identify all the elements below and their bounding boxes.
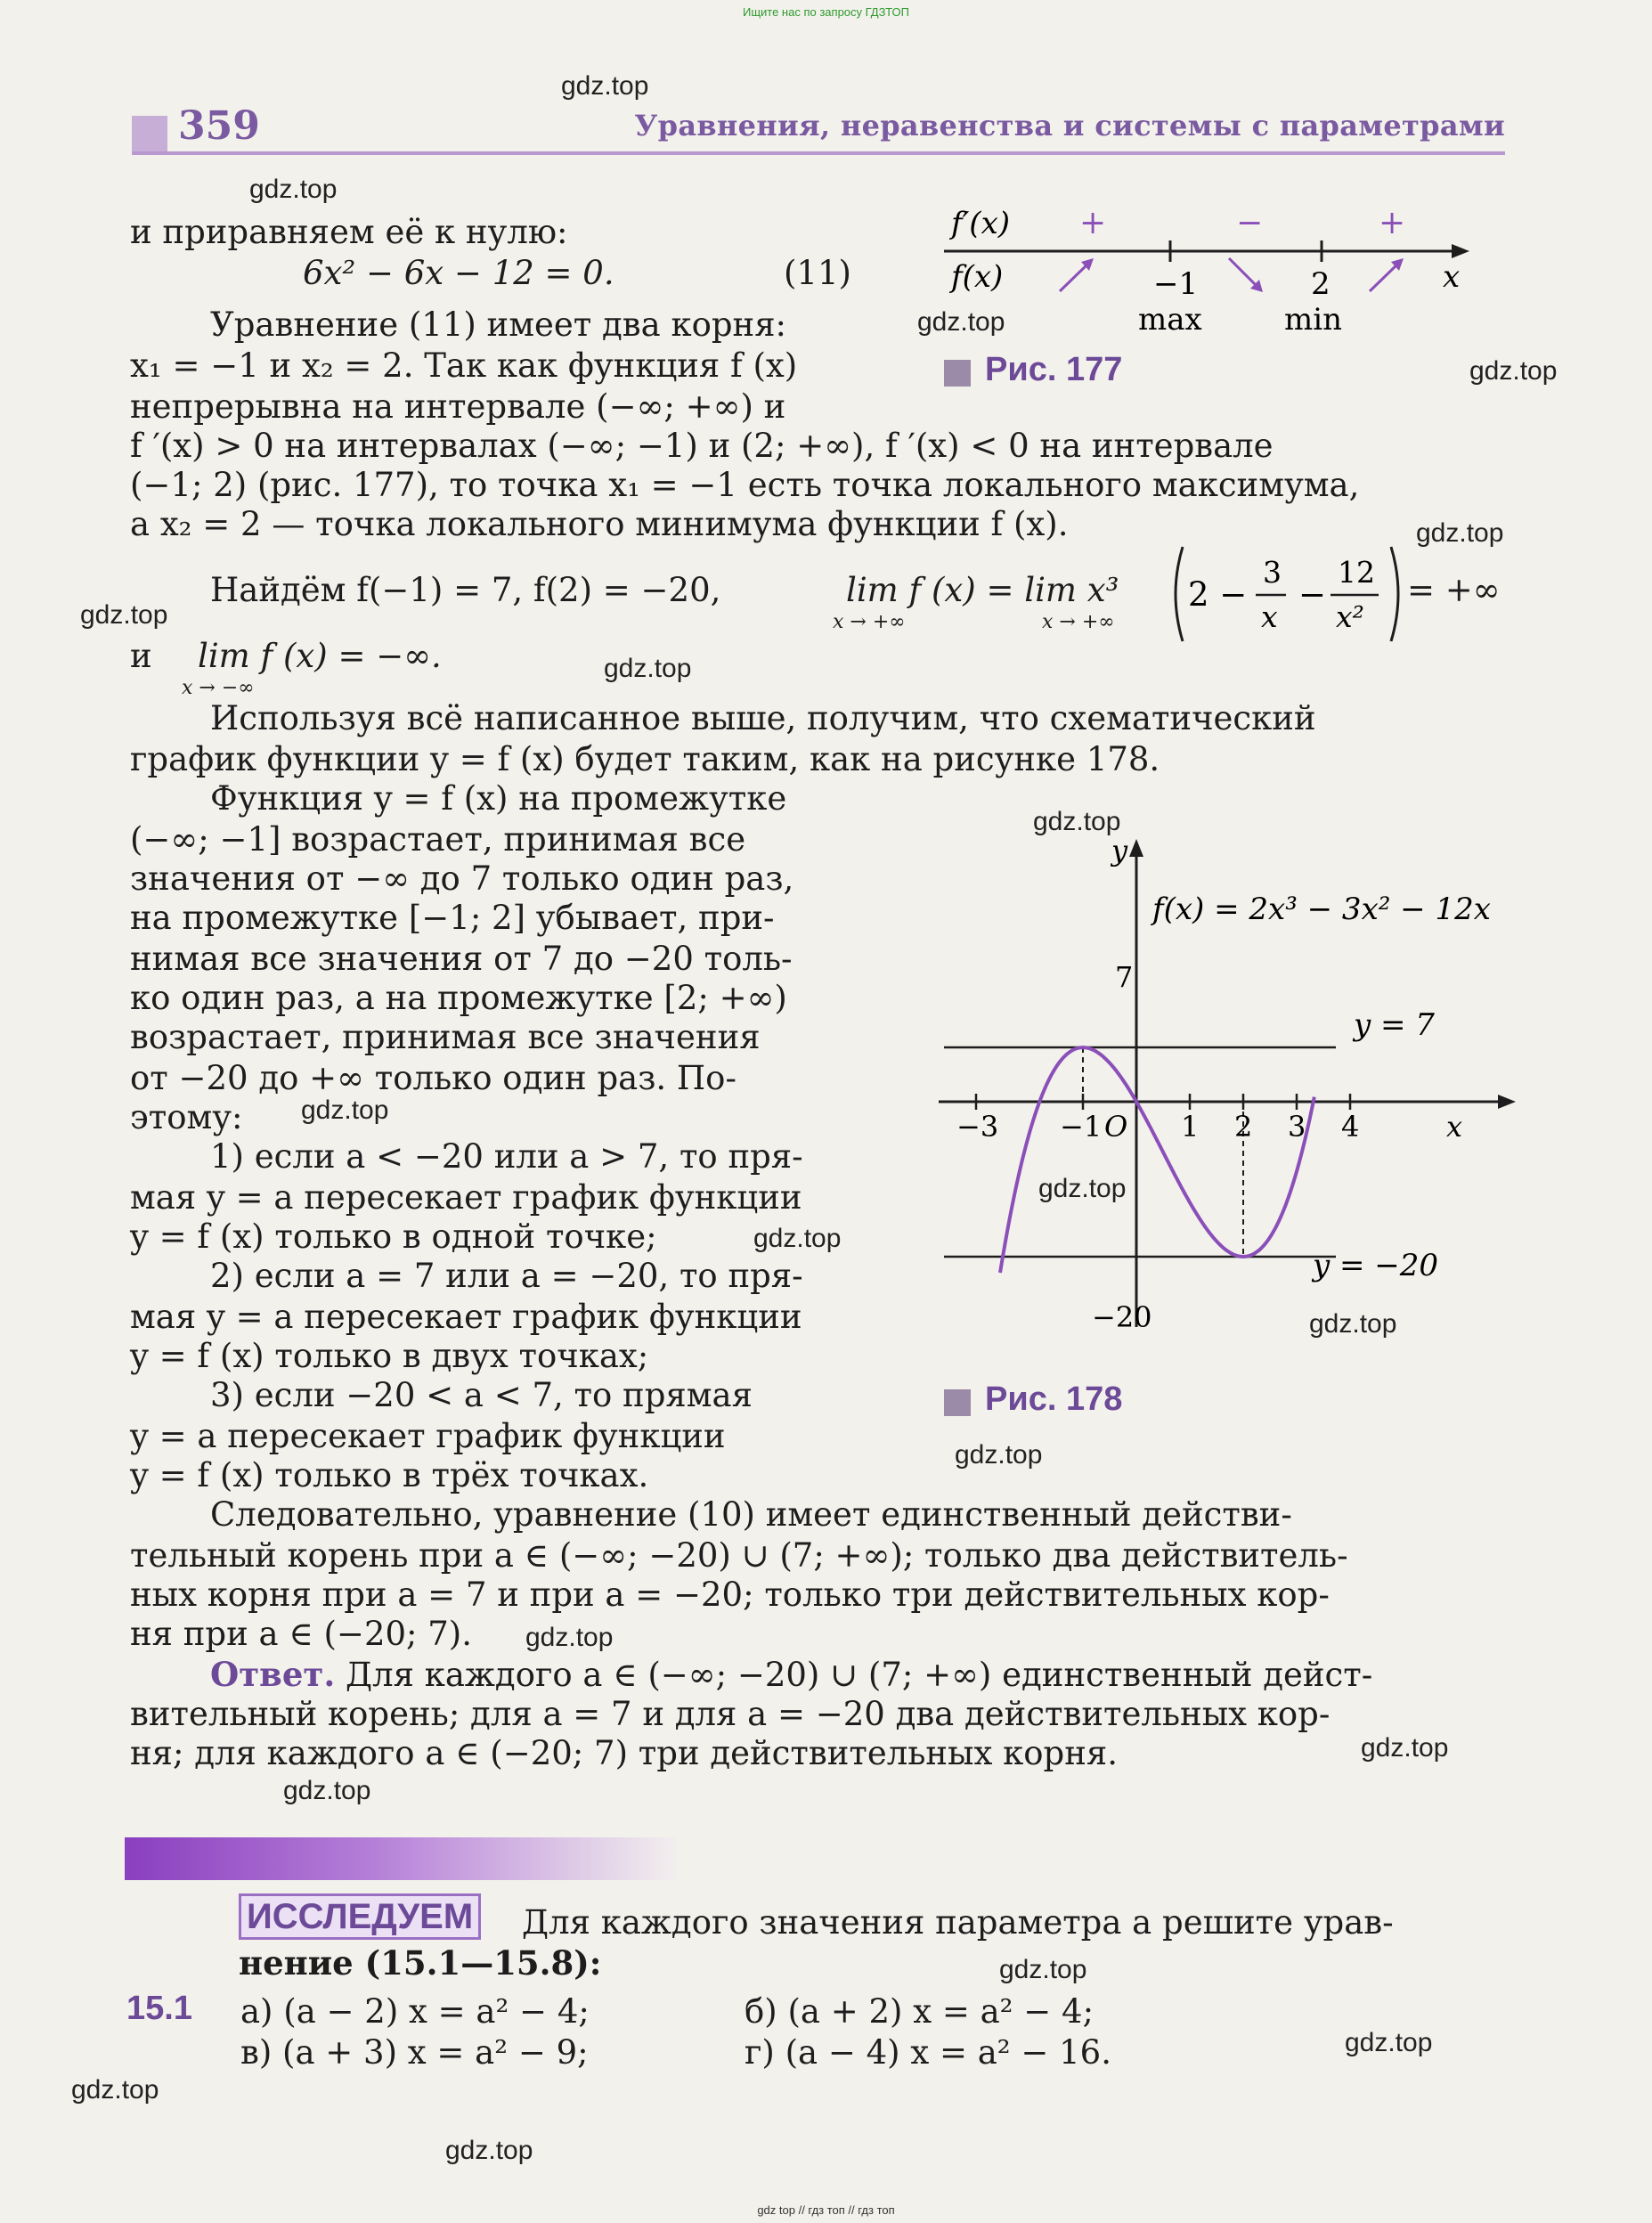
answer-label: Ответ. xyxy=(210,1655,336,1694)
limit-parenthesized-expression xyxy=(1168,542,1436,647)
x-tick-label: 4 xyxy=(1341,1110,1360,1144)
text-line: Используя всё написанное выше, получим, что схематический xyxy=(210,699,1316,737)
limit-subscript: x → +∞ xyxy=(1042,611,1115,633)
paren-minus: − xyxy=(1298,575,1327,614)
fraction-1-denominator: x xyxy=(1261,599,1278,634)
watermark: gdz.top xyxy=(999,1955,1087,1984)
text-line: ных корня при a = 7 и при a = −20; только три действительных кор- xyxy=(130,1576,1330,1614)
watermark: gdz.top xyxy=(1038,1174,1127,1203)
text-line: (−∞; −1] возрастает, принимая все xyxy=(130,820,746,859)
page-number-marker xyxy=(132,116,167,151)
text-line: Следовательно, уравнение (10) имеет единственный действи- xyxy=(210,1495,1292,1534)
y-tick-label-7: 7 xyxy=(1115,960,1134,994)
line-label-y-7: y = 7 xyxy=(1354,1007,1435,1043)
limit-subscript: x → +∞ xyxy=(833,611,906,633)
line-label-y-minus-20: y = −20 xyxy=(1313,1248,1439,1283)
watermark: gdz.top xyxy=(249,175,338,204)
fraction-1-numerator: 3 xyxy=(1263,555,1282,590)
y-tick-label-minus-20: −20 xyxy=(1092,1300,1152,1334)
x-tick-label: 2 xyxy=(1234,1110,1253,1144)
research-text: нение (15.1—15.8): xyxy=(239,1943,602,1983)
text-line: x₁ = −1 и x₂ = 2. Так как функция f (x) xyxy=(130,346,798,385)
text-line: Уравнение (11) имеет два корня: xyxy=(210,305,787,344)
text-line: и приравняем её к нулю: xyxy=(130,213,568,251)
x-axis-label: x xyxy=(1446,1110,1463,1144)
running-title: Уравнения, неравенства и системы с параметрами xyxy=(634,109,1505,142)
fig177-sign-3: + xyxy=(1379,205,1406,241)
limit-result: = +∞ xyxy=(1407,571,1501,609)
exercise-item-b: б) (a + 2) x = a² − 4; xyxy=(745,1992,1095,2031)
answer-text: вительный корень; для a = 7 и для a = −20 два действительных кор- xyxy=(130,1695,1331,1733)
text-line: этому: xyxy=(130,1098,243,1136)
research-label: ИССЛЕДУЕМ xyxy=(239,1893,481,1940)
fig177-point-2: 2 xyxy=(1311,266,1331,302)
watermark: gdz.top xyxy=(955,1440,1043,1470)
watermark: gdz.top xyxy=(525,1623,614,1652)
bottom-note: gdz top // гдз топ // гдз топ xyxy=(757,2203,895,2217)
watermark: gdz.top xyxy=(283,1776,371,1805)
fig177-sign-2: − xyxy=(1236,205,1264,241)
fig177-sign-1: + xyxy=(1079,205,1107,241)
text-line: y = f (x) только в трёх точках. xyxy=(130,1456,649,1494)
text-line: мая y = a пересекает график функции xyxy=(130,1178,802,1217)
text-line: непрерывна на интервале (−∞; +∞) и xyxy=(130,387,786,426)
text-line: Функция y = f (x) на промежутке xyxy=(210,779,787,818)
fig177-min-label: min xyxy=(1284,302,1343,338)
text-line: значения от −∞ до 7 только один раз, xyxy=(130,859,794,898)
watermark: gdz.top xyxy=(1416,518,1504,548)
exercise-item-c: в) (a + 3) x = a² − 9; xyxy=(240,2033,589,2072)
fig178-graph xyxy=(926,828,1532,1354)
paren-lead: 2 − xyxy=(1188,575,1248,614)
header-rule xyxy=(132,151,1505,155)
watermark: gdz.top xyxy=(301,1095,389,1125)
fig177-max-label: max xyxy=(1138,302,1202,338)
top-note: Ищите нас по запросу ГДЗТОП xyxy=(742,5,909,19)
fig177-function-label: f(x) xyxy=(951,259,1004,295)
x-tick-label: −1 xyxy=(1060,1110,1103,1144)
text-line: ко один раз, а на промежутке [2; +∞) xyxy=(130,979,787,1017)
fig177-arrow-down xyxy=(1229,258,1259,289)
exercise-number: 15.1 xyxy=(126,1990,192,2027)
watermark: gdz.top xyxy=(753,1224,842,1253)
fig177-caption: Рис. 177 xyxy=(985,351,1123,388)
x-tick-label: 1 xyxy=(1181,1110,1200,1144)
text-line: ня при a ∈ (−20; 7). xyxy=(130,1615,472,1653)
function-curve xyxy=(1000,1047,1314,1273)
text-line: 1) если a < −20 или a > 7, то пря- xyxy=(210,1137,803,1176)
x-tick-label: −3 xyxy=(956,1110,999,1144)
fraction-2-denominator: x² xyxy=(1336,599,1364,634)
origin-label: O xyxy=(1104,1110,1128,1144)
text-line: y = f (x) только в одной точке; xyxy=(130,1217,657,1256)
page-number: 359 xyxy=(178,103,260,149)
watermark: gdz.top xyxy=(1345,2028,1433,2057)
watermark: gdz.top xyxy=(1033,807,1121,836)
watermark: gdz.top xyxy=(561,71,649,101)
answer-text: ня; для каждого a ∈ (−20; 7) три действительных корня. xyxy=(130,1734,1118,1772)
text-line: f ′(x) > 0 на интервалах (−∞; −1) и (2; +∞), f ′(x) < 0 на интервале xyxy=(130,427,1274,465)
fig178-caption-marker xyxy=(944,1389,971,1416)
watermark: gdz.top xyxy=(917,307,1005,337)
watermark: gdz.top xyxy=(80,600,168,630)
function-label: f(x) = 2x³ − 3x² − 12x xyxy=(1152,892,1491,927)
watermark: gdz.top xyxy=(71,2075,159,2105)
fraction-2-numerator: 12 xyxy=(1338,555,1375,590)
text-line: y = a пересекает график функции xyxy=(130,1417,726,1455)
exercise-item-a: а) (a − 2) x = a² − 4; xyxy=(240,1992,590,2031)
x-tick-label: 3 xyxy=(1288,1110,1306,1144)
text-line: 2) если a = 7 или a = −20, то пря- xyxy=(210,1257,803,1295)
fig178-caption: Рис. 178 xyxy=(985,1380,1123,1418)
text-line: тельный корень при a ∈ (−∞; −20) ∪ (7; +∞); только два действитель- xyxy=(130,1536,1348,1575)
watermark: gdz.top xyxy=(445,2136,533,2165)
text-line: а x₂ = 2 — точка локального минимума функции f (x). xyxy=(130,505,1069,543)
text-line: мая y = a пересекает график функции xyxy=(130,1298,802,1336)
text-line: Найдём f(−1) = 7, f(2) = −20, xyxy=(210,571,721,609)
fig177-sign-chart xyxy=(926,198,1478,349)
section-banner xyxy=(125,1837,677,1880)
y-axis-label: y xyxy=(1111,834,1128,867)
equation-number: (11) xyxy=(784,254,851,292)
watermark: gdz.top xyxy=(1309,1309,1397,1339)
text-line: возрастает, принимая все значения xyxy=(130,1018,761,1056)
answer-text: Для каждого a ∈ (−∞; −20) ∪ (7; +∞) единственный дейст- xyxy=(346,1656,1373,1694)
text-line: нимая все значения от 7 до −20 толь- xyxy=(130,940,793,978)
fig177-caption-marker xyxy=(944,360,971,387)
limit-subscript: x → −∞ xyxy=(182,677,255,699)
limit-expression-2: lim f (x) = −∞. xyxy=(198,637,442,675)
limit-expression: lim f (x) = lim x³ xyxy=(846,571,1119,609)
research-text: Для каждого значения параметра a решите урав- xyxy=(522,1903,1394,1942)
text-line: (−1; 2) (рис. 177), то точка x₁ = −1 есть точка локального максимума, xyxy=(130,466,1360,504)
exercise-item-d: г) (a − 4) x = a² − 16. xyxy=(745,2033,1111,2072)
watermark: gdz.top xyxy=(1361,1733,1449,1763)
text-line: на промежутке [−1; 2] убывает, при- xyxy=(130,899,775,937)
watermark: gdz.top xyxy=(1469,356,1558,386)
text-line: график функции y = f (x) будет таким, как на рисунке 178. xyxy=(130,740,1160,778)
fig177-derivative-label: f′(x) xyxy=(951,206,1011,241)
fig177-axis-label: x xyxy=(1443,259,1461,295)
text-line: 3) если −20 < a < 7, то прямая xyxy=(210,1376,753,1414)
text-line: и xyxy=(130,637,152,675)
text-line: от −20 до +∞ только один раз. По- xyxy=(130,1059,736,1097)
equation-11: 6x² − 6x − 12 = 0. xyxy=(303,254,614,292)
fig177-point-1: −1 xyxy=(1153,266,1199,302)
watermark: gdz.top xyxy=(604,654,692,683)
text-line: y = f (x) только в двух точках; xyxy=(130,1337,649,1375)
